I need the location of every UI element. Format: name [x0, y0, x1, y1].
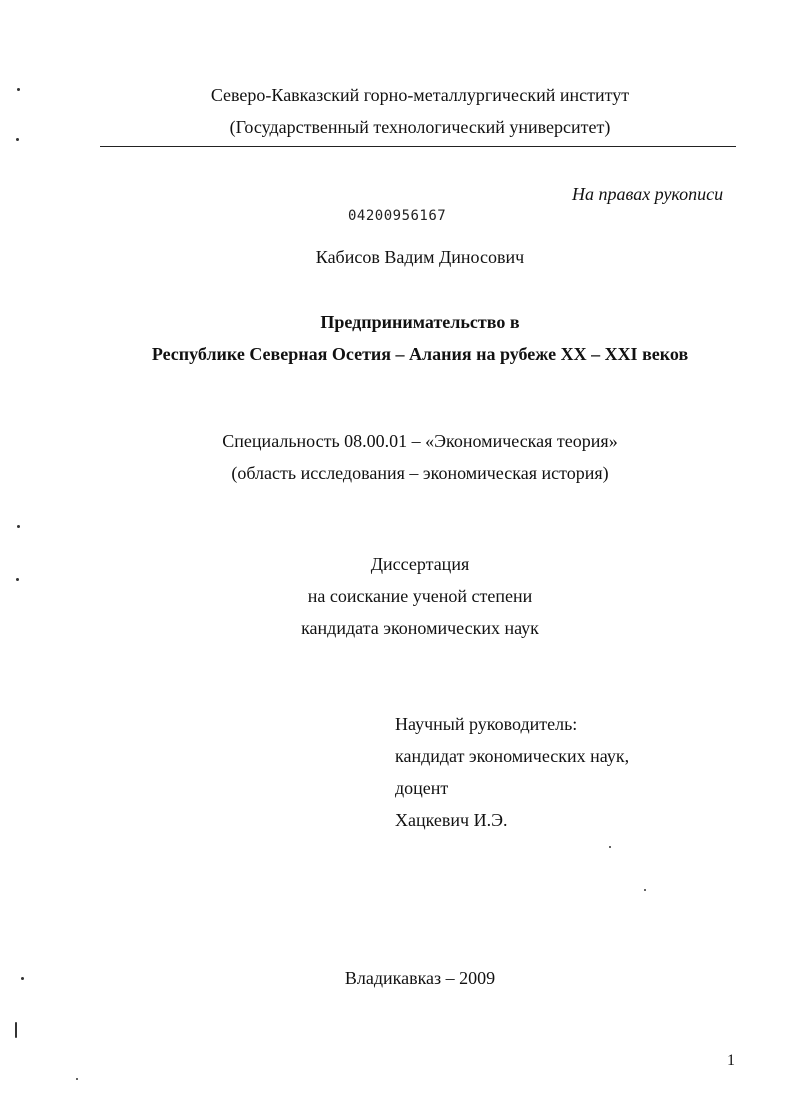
scan-speck	[16, 138, 19, 141]
institute-name: Северо-Кавказский горно-металлургический институт	[210, 85, 630, 105]
author-name: Кабисов Вадим Диносович	[315, 247, 525, 267]
university-name: (Государственный технологический университет)	[229, 117, 611, 137]
supervisor-label: Научный руководитель:	[395, 714, 578, 734]
supervisor-degree: кандидат экономических наук,	[395, 746, 630, 766]
degree-purpose-line: на соискание ученой степени	[307, 586, 533, 606]
thesis-title-line2: Республике Северная Осетия – Алания на рубеже XX – XXI веков	[151, 344, 689, 364]
city-year: Владикавказ – 2009	[344, 968, 496, 988]
supervisor-rank: доцент	[395, 778, 449, 798]
dissertation-label: Диссертация	[370, 554, 470, 574]
scan-speck	[644, 889, 646, 891]
scan-speck	[17, 88, 20, 91]
thesis-title-line1: Предпринимательство в	[320, 312, 520, 332]
scan-speck	[21, 977, 24, 980]
scan-speck	[609, 846, 611, 848]
registration-stamp-number: 04200956167	[348, 208, 447, 224]
scan-mark	[15, 1022, 17, 1038]
page-number: 1	[727, 1052, 735, 1069]
degree-name-line: кандидата экономических наук	[301, 618, 539, 638]
header-divider	[100, 146, 736, 147]
scan-speck	[16, 578, 19, 581]
scan-speck	[76, 1078, 78, 1080]
specialty-line: Специальность 08.00.01 – «Экономическая теория»	[222, 431, 618, 451]
research-area-line: (область исследования – экономическая история)	[231, 463, 609, 483]
scan-speck	[17, 525, 20, 528]
manuscript-note: На правах рукописи	[572, 184, 724, 204]
supervisor-name: Хацкевич И.Э.	[395, 810, 508, 830]
